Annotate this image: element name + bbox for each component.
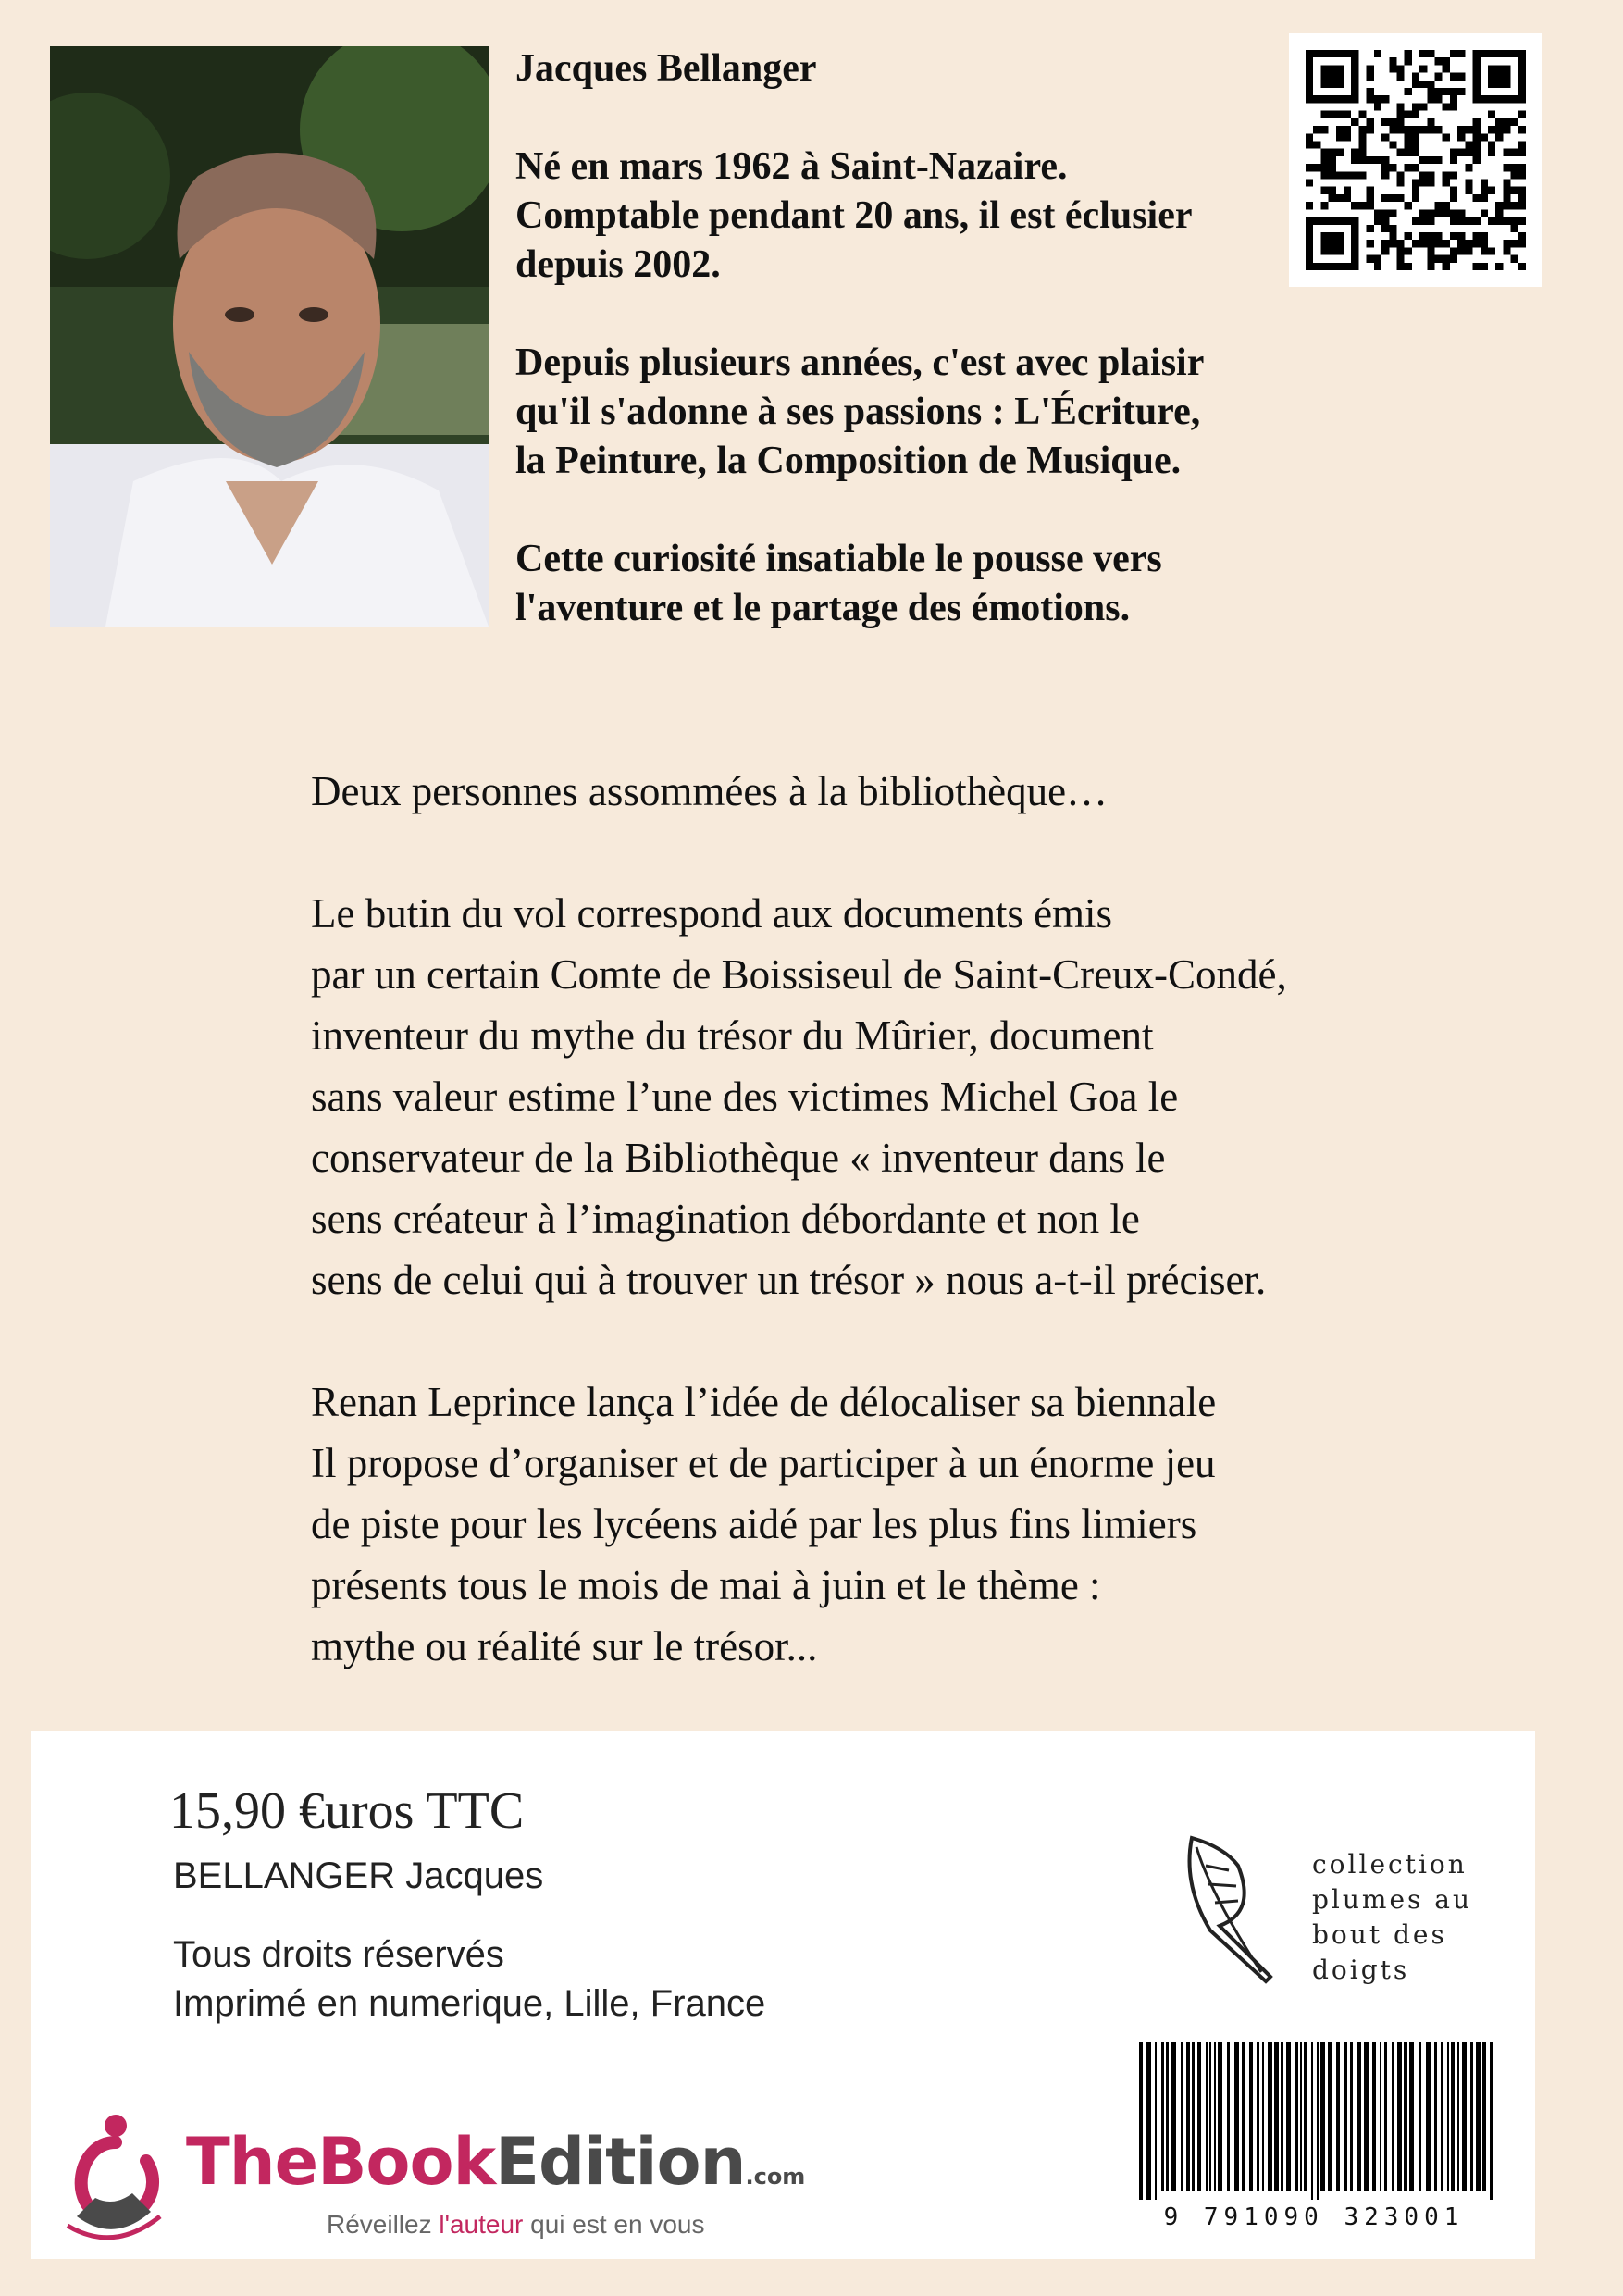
summary-line: de piste pour les lycéens aidé par les plus fins limiers (311, 1501, 1197, 1547)
collection-line: plumes au (1312, 1884, 1473, 1915)
bio-paragraph-3 (515, 535, 1311, 633)
brand-dotcom: .com (745, 2164, 806, 2190)
author-name: Jacques Bellanger (515, 47, 817, 90)
summary-line: conservateur de la Bibliothèque « inventeur dans le (311, 1135, 1166, 1181)
brand-the: The (186, 2124, 318, 2200)
brand-edition: Edition (495, 2124, 746, 2200)
rights-text: Tous droits réservés (173, 1934, 504, 1975)
brand-tagline (327, 2210, 704, 2240)
bio-paragraph-2 (515, 339, 1311, 486)
summary-paragraph-3 (311, 1371, 1606, 1677)
summary-line: sens de celui qui à trouver un trésor » nous a-t-il préciser. (311, 1257, 1267, 1303)
summary-paragraph-2 (311, 883, 1606, 1310)
collection-line: bout des (1312, 1919, 1447, 1950)
summary-line: Deux personnes assommées à la bibliothèque… (311, 768, 1109, 814)
barcode (1122, 2042, 1505, 2246)
bio-line: Depuis plusieurs années, c'est avec plaisir (515, 341, 1205, 384)
collection-line: collection (1312, 1849, 1468, 1880)
bio-paragraph-1 (515, 143, 1311, 290)
thebookedition-logo[interactable] (49, 2105, 808, 2244)
tagline-accent: l'auteur (439, 2210, 524, 2239)
tagline-pre: Réveillez (327, 2210, 440, 2239)
tagline-post: qui est en vous (523, 2210, 705, 2239)
book-summary (311, 761, 1606, 1738)
summary-line: présents tous le mois de mai à juin et le thème : (311, 1562, 1101, 1608)
summary-line: mythe ou réalité sur le trésor... (311, 1623, 818, 1669)
bio-line: la Peinture, la Composition de Musique. (515, 440, 1182, 482)
feather-icon (1173, 1829, 1312, 1986)
summary-paragraph-1 (311, 761, 1606, 822)
summary-line: Renan Leprince lança l’idée de délocaliser sa biennale (311, 1379, 1217, 1425)
summary-line: Il propose d’organiser et de participer à un énorme jeu (311, 1440, 1216, 1486)
legal-info (173, 1852, 765, 2029)
author-photo (50, 46, 489, 627)
collection-line: doigts (1312, 1955, 1410, 1985)
printed-text: Imprimé en numerique, Lille, France (173, 1983, 766, 2024)
qr-code (1289, 33, 1542, 287)
reader-icon (49, 2105, 188, 2244)
bio-line: Comptable pendant 20 ans, il est éclusier (515, 194, 1193, 237)
bio-line: depuis 2002. (515, 243, 721, 286)
barcode-digits: 9 791090 323001 (1163, 2203, 1465, 2231)
summary-line: sans valeur estime l’une des victimes Michel Goa le (311, 1074, 1179, 1120)
bio-line: qu'il s'adonne à ses passions : L'Écriture, (515, 391, 1201, 433)
footer-author: BELLANGER Jacques (173, 1855, 544, 1896)
collection-text (1312, 1847, 1472, 1988)
summary-line: inventeur du mythe du trésor du Mûrier, document (311, 1012, 1154, 1059)
summary-line: Le butin du vol correspond aux documents émis (311, 890, 1113, 937)
brand-book: Book (317, 2124, 496, 2200)
summary-line: par un certain Comte de Boissiseul de Saint-Creux-Condé, (311, 951, 1287, 998)
summary-line: sens créateur à l’imagination débordante et non le (311, 1196, 1140, 1242)
bio-line: l'aventure et le partage des émotions. (515, 587, 1131, 629)
footer-box (31, 1731, 1535, 2259)
barcode-bars (1122, 2042, 1505, 2200)
author-bio (515, 44, 1311, 682)
bio-line: Né en mars 1962 à Saint-Nazaire. (515, 145, 1068, 188)
price: 15,90 €uros TTC (169, 1782, 525, 1840)
brand-name (186, 2124, 805, 2200)
bio-line: Cette curiosité insatiable le pousse vers (515, 538, 1162, 580)
collection-logo (1173, 1829, 1479, 1986)
